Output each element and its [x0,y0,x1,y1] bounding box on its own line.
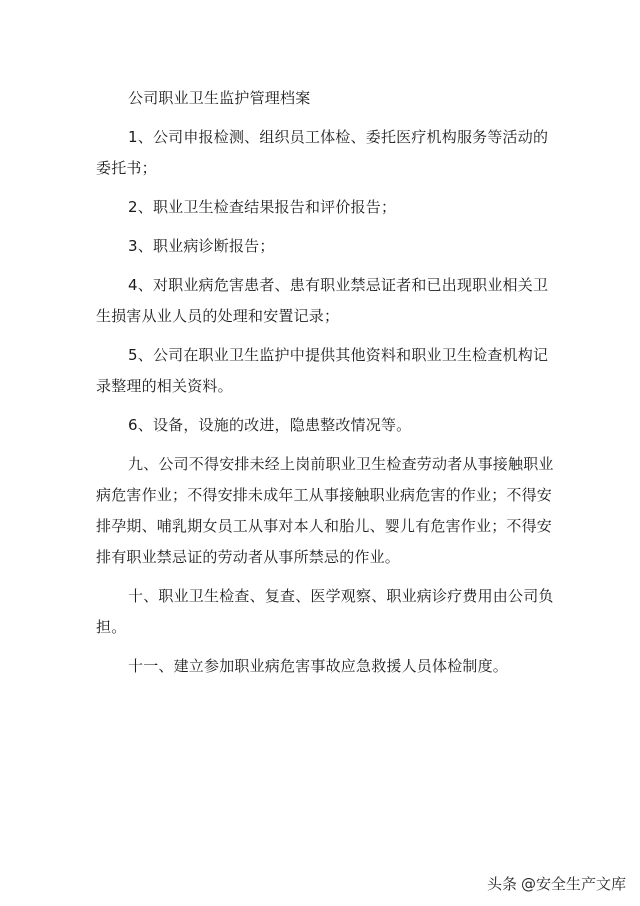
paragraph: 5、公司在职业卫生监护中提供其他资料和职业卫生检查机构记录整理的相关资料。 [96,346,549,395]
watermark-source: 头条 [486,875,517,893]
paragraph: 4、对职业病危害患者、患有职业禁忌证者和已出现职业相关卫生损害从业人员的处理和安置记录； [96,276,549,325]
watermark-account: @安全生产文库 [520,875,626,893]
paragraph: 1、公司申报检测、组织员工体检、委托医疗机构服务等活动的委托书； [96,128,549,177]
document-title: 公司职业卫生监护管理档案 [128,89,311,107]
paragraph: 2、职业卫生检查结果报告和评价报告； [128,198,397,216]
source-watermark [487,873,626,894]
paragraph: 3、职业病诊断报告； [128,237,275,255]
paragraph: 九、公司不得安排未经上岗前职业卫生检查劳动者从事接触职业病危害作业；不得安排未成年工从事接触职业病危害的作业；不得安排孕期、哺乳期女员工从事对本人和胎儿、婴儿有危害作业；不得安排有职业禁忌证的劳动者从事所禁忌的作业。 [96,455,554,566]
paragraph: 6、设备，设施的改进，隐患整改情况等。 [128,416,412,434]
paragraph: 十、职业卫生检查、复查、医学观察、职业病诊疗费用由公司负担。 [96,587,554,636]
document-body [96,83,556,690]
paragraph: 十一、建立参加职业病危害事故应急救援人员体检制度。 [128,657,509,675]
